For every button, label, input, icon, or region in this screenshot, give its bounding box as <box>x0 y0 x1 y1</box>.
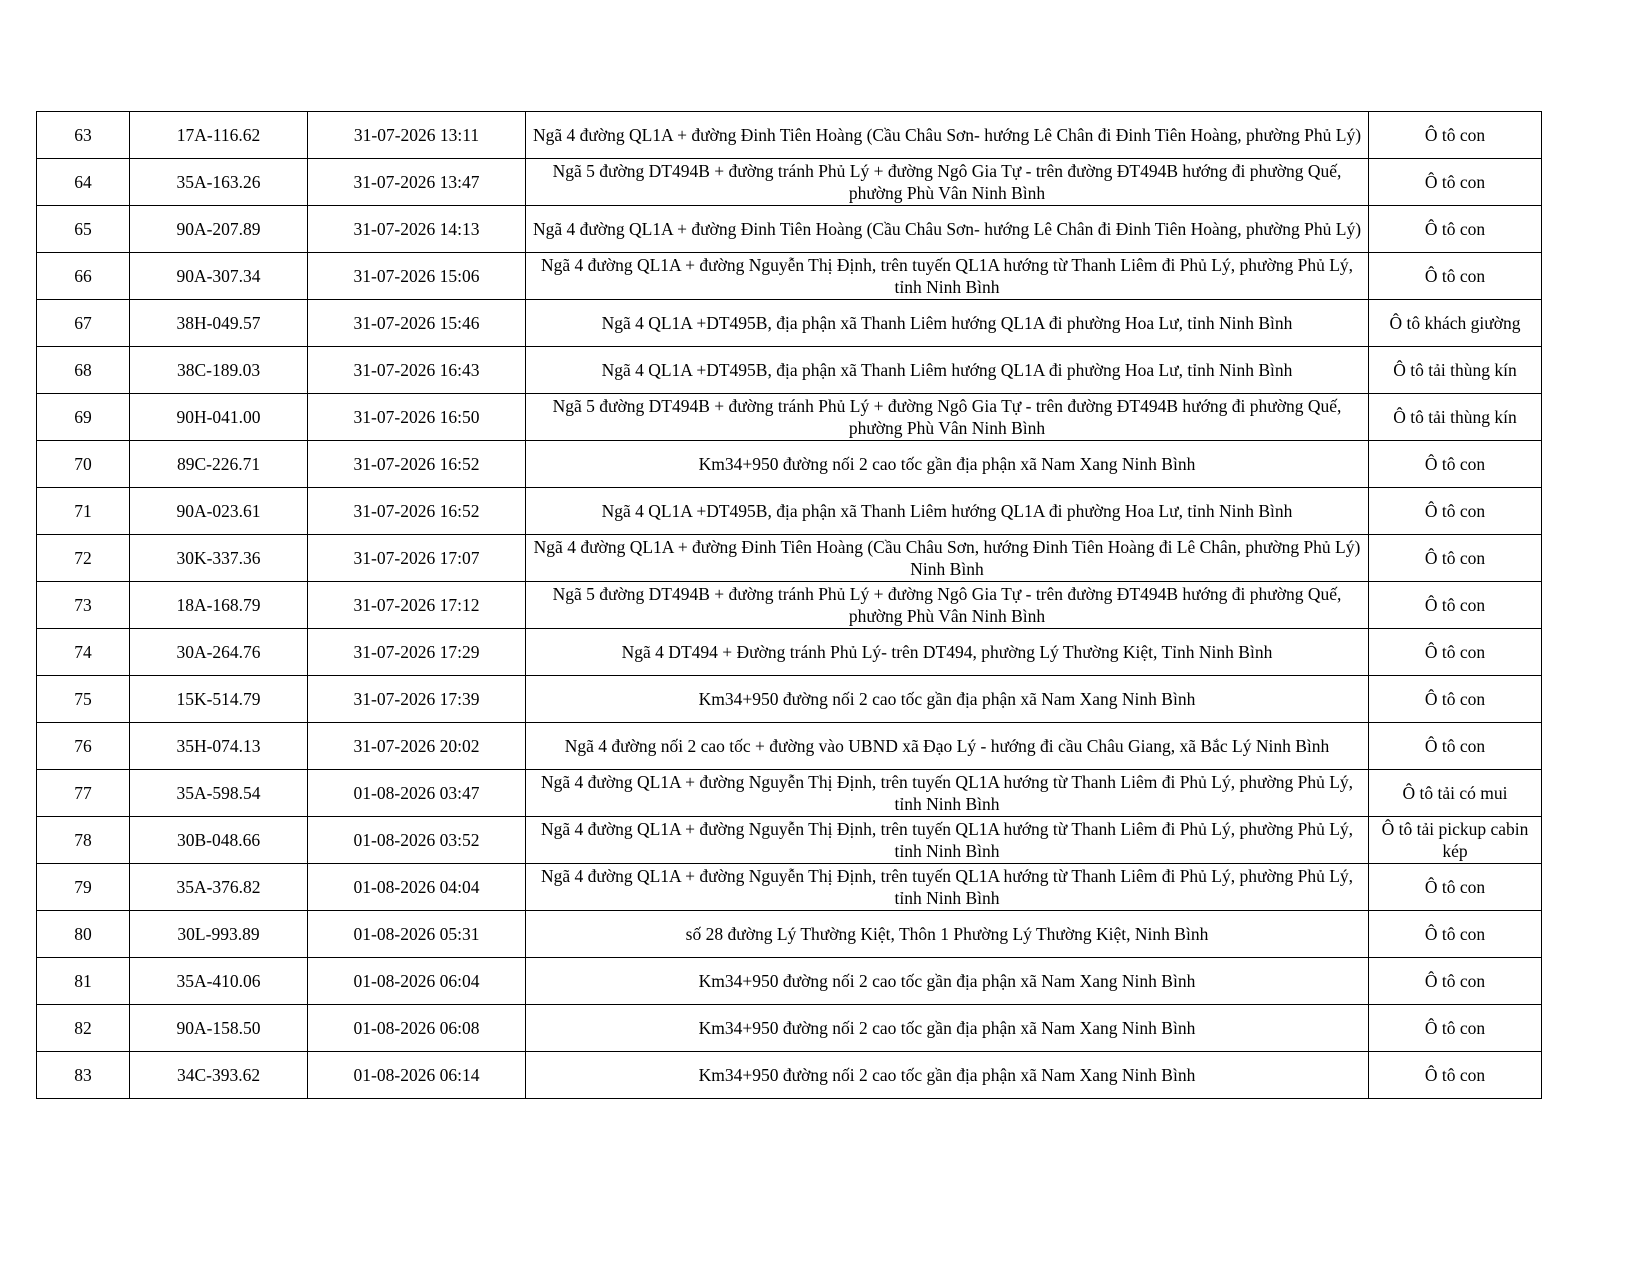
violation-time-cell: 31-07-2026 15:06 <box>308 253 526 300</box>
violation-time-cell: 31-07-2026 15:46 <box>308 300 526 347</box>
row-number-cell: 65 <box>37 206 130 253</box>
license-plate-cell: 90H-041.00 <box>130 394 308 441</box>
table-row <box>37 159 1542 206</box>
license-plate-cell: 30L-993.89 <box>130 911 308 958</box>
license-plate-cell: 17A-116.62 <box>130 112 308 159</box>
violation-time-cell: 31-07-2026 16:43 <box>308 347 526 394</box>
vehicle-type-cell: Ô tô con <box>1369 864 1542 911</box>
vehicle-type-cell: Ô tô tải thùng kín <box>1369 394 1542 441</box>
license-plate-cell: 90A-158.50 <box>130 1005 308 1052</box>
violation-time-cell: 01-08-2026 06:04 <box>308 958 526 1005</box>
vehicle-type-cell: Ô tô con <box>1369 676 1542 723</box>
table-row <box>37 1052 1542 1099</box>
vehicle-type-cell: Ô tô con <box>1369 958 1542 1005</box>
violation-location-cell: Ngã 4 đường QL1A + đường Nguyễn Thị Định, trên tuyến QL1A hướng từ Thanh Liêm đi Phủ Lý, phường Phủ Lý, tỉnh Ninh Bình <box>526 770 1369 817</box>
vehicle-type-cell: Ô tô tải có mui <box>1369 770 1542 817</box>
violation-time-cell: 01-08-2026 04:04 <box>308 864 526 911</box>
vehicle-type-cell: Ô tô con <box>1369 441 1542 488</box>
table-row <box>37 723 1542 770</box>
table-row <box>37 582 1542 629</box>
row-number-cell: 67 <box>37 300 130 347</box>
row-number-cell: 71 <box>37 488 130 535</box>
vehicle-type-cell: Ô tô con <box>1369 535 1542 582</box>
row-number-cell: 76 <box>37 723 130 770</box>
violation-location-cell: Ngã 5 đường DT494B + đường tránh Phủ Lý + đường Ngô Gia Tự - trên đường ĐT494B hướng đi phường Quế, phường Phù Vân Ninh Bình <box>526 159 1369 206</box>
violation-location-cell: Ngã 4 QL1A +DT495B, địa phận xã Thanh Liêm hướng QL1A đi phường Hoa Lư, tỉnh Ninh Bình <box>526 300 1369 347</box>
violation-location-cell: Ngã 4 đường QL1A + đường Đinh Tiên Hoàng (Cầu Châu Sơn- hướng Lê Chân đi Đinh Tiên Hoàng, phường Phủ Lý) <box>526 112 1369 159</box>
violation-time-cell: 31-07-2026 17:07 <box>308 535 526 582</box>
violation-time-cell: 01-08-2026 05:31 <box>308 911 526 958</box>
row-number-cell: 79 <box>37 864 130 911</box>
table-row <box>37 300 1542 347</box>
row-number-cell: 75 <box>37 676 130 723</box>
row-number-cell: 83 <box>37 1052 130 1099</box>
license-plate-cell: 89C-226.71 <box>130 441 308 488</box>
license-plate-cell: 35A-598.54 <box>130 770 308 817</box>
table-row <box>37 817 1542 864</box>
license-plate-cell: 35A-376.82 <box>130 864 308 911</box>
row-number-cell: 72 <box>37 535 130 582</box>
row-number-cell: 64 <box>37 159 130 206</box>
license-plate-cell: 30B-048.66 <box>130 817 308 864</box>
violation-time-cell: 01-08-2026 06:08 <box>308 1005 526 1052</box>
violation-location-cell: Km34+950 đường nối 2 cao tốc gần địa phận xã Nam Xang Ninh Bình <box>526 958 1369 1005</box>
vehicle-type-cell: Ô tô con <box>1369 206 1542 253</box>
violation-time-cell: 01-08-2026 03:47 <box>308 770 526 817</box>
vehicle-type-cell: Ô tô con <box>1369 911 1542 958</box>
table-row <box>37 206 1542 253</box>
row-number-cell: 78 <box>37 817 130 864</box>
table-row <box>37 1005 1542 1052</box>
table-row <box>37 488 1542 535</box>
table-row <box>37 112 1542 159</box>
table-row <box>37 864 1542 911</box>
violation-location-cell: Km34+950 đường nối 2 cao tốc gần địa phận xã Nam Xang Ninh Bình <box>526 1005 1369 1052</box>
vehicle-type-cell: Ô tô khách giường <box>1369 300 1542 347</box>
violation-time-cell: 31-07-2026 16:52 <box>308 488 526 535</box>
table-row <box>37 347 1542 394</box>
vehicle-type-cell: Ô tô con <box>1369 723 1542 770</box>
table-row <box>37 911 1542 958</box>
license-plate-cell: 30K-337.36 <box>130 535 308 582</box>
violation-location-cell: Ngã 4 QL1A +DT495B, địa phận xã Thanh Liêm hướng QL1A đi phường Hoa Lư, tỉnh Ninh Bình <box>526 347 1369 394</box>
violation-location-cell: Ngã 4 đường QL1A + đường Nguyễn Thị Định, trên tuyến QL1A hướng từ Thanh Liêm đi Phủ Lý, phường Phủ Lý, tỉnh Ninh Bình <box>526 253 1369 300</box>
violation-location-cell: Ngã 5 đường DT494B + đường tránh Phủ Lý + đường Ngô Gia Tự - trên đường ĐT494B hướng đi phường Quế, phường Phù Vân Ninh Bình <box>526 582 1369 629</box>
license-plate-cell: 90A-307.34 <box>130 253 308 300</box>
table-body <box>37 112 1542 1099</box>
vehicle-type-cell: Ô tô con <box>1369 112 1542 159</box>
violation-time-cell: 01-08-2026 06:14 <box>308 1052 526 1099</box>
violation-location-cell: Ngã 4 DT494 + Đường tránh Phủ Lý- trên DT494, phường Lý Thường Kiệt, Tỉnh Ninh Bình <box>526 629 1369 676</box>
violation-location-cell: Ngã 4 đường nối 2 cao tốc + đường vào UBND xã Đạo Lý - hướng đi cầu Châu Giang, xã Bắc Lý Ninh Bình <box>526 723 1369 770</box>
license-plate-cell: 18A-168.79 <box>130 582 308 629</box>
vehicle-type-cell: Ô tô tải pickup cabin kép <box>1369 817 1542 864</box>
violation-location-cell: số 28 đường Lý Thường Kiệt, Thôn 1 Phường Lý Thường Kiệt, Ninh Bình <box>526 911 1369 958</box>
license-plate-cell: 90A-207.89 <box>130 206 308 253</box>
violation-time-cell: 31-07-2026 17:29 <box>308 629 526 676</box>
violation-location-cell: Ngã 4 đường QL1A + đường Đinh Tiên Hoàng (Cầu Châu Sơn, hướng Đinh Tiên Hoàng đi Lê Chân, phường Phủ Lý) Ninh Bình <box>526 535 1369 582</box>
violation-time-cell: 31-07-2026 13:11 <box>308 112 526 159</box>
violations-table <box>36 111 1542 1099</box>
violation-location-cell: Km34+950 đường nối 2 cao tốc gần địa phận xã Nam Xang Ninh Bình <box>526 1052 1369 1099</box>
row-number-cell: 80 <box>37 911 130 958</box>
vehicle-type-cell: Ô tô con <box>1369 159 1542 206</box>
table-row <box>37 770 1542 817</box>
license-plate-cell: 38H-049.57 <box>130 300 308 347</box>
violation-time-cell: 31-07-2026 17:39 <box>308 676 526 723</box>
row-number-cell: 68 <box>37 347 130 394</box>
license-plate-cell: 30A-264.76 <box>130 629 308 676</box>
vehicle-type-cell: Ô tô con <box>1369 488 1542 535</box>
violation-location-cell: Ngã 4 QL1A +DT495B, địa phận xã Thanh Liêm hướng QL1A đi phường Hoa Lư, tỉnh Ninh Bình <box>526 488 1369 535</box>
violation-time-cell: 31-07-2026 17:12 <box>308 582 526 629</box>
violation-time-cell: 31-07-2026 16:52 <box>308 441 526 488</box>
license-plate-cell: 90A-023.61 <box>130 488 308 535</box>
license-plate-cell: 34C-393.62 <box>130 1052 308 1099</box>
license-plate-cell: 35H-074.13 <box>130 723 308 770</box>
vehicle-type-cell: Ô tô con <box>1369 253 1542 300</box>
row-number-cell: 66 <box>37 253 130 300</box>
license-plate-cell: 35A-410.06 <box>130 958 308 1005</box>
row-number-cell: 74 <box>37 629 130 676</box>
violation-location-cell: Ngã 4 đường QL1A + đường Nguyễn Thị Định, trên tuyến QL1A hướng từ Thanh Liêm đi Phủ Lý, phường Phủ Lý, tỉnh Ninh Bình <box>526 864 1369 911</box>
license-plate-cell: 38C-189.03 <box>130 347 308 394</box>
row-number-cell: 73 <box>37 582 130 629</box>
row-number-cell: 70 <box>37 441 130 488</box>
vehicle-type-cell: Ô tô tải thùng kín <box>1369 347 1542 394</box>
row-number-cell: 82 <box>37 1005 130 1052</box>
license-plate-cell: 15K-514.79 <box>130 676 308 723</box>
row-number-cell: 63 <box>37 112 130 159</box>
row-number-cell: 77 <box>37 770 130 817</box>
table-row <box>37 676 1542 723</box>
vehicle-type-cell: Ô tô con <box>1369 582 1542 629</box>
violation-location-cell: Ngã 4 đường QL1A + đường Nguyễn Thị Định, trên tuyến QL1A hướng từ Thanh Liêm đi Phủ Lý, phường Phủ Lý, tỉnh Ninh Bình <box>526 817 1369 864</box>
row-number-cell: 69 <box>37 394 130 441</box>
violation-location-cell: Km34+950 đường nối 2 cao tốc gần địa phận xã Nam Xang Ninh Bình <box>526 441 1369 488</box>
vehicle-type-cell: Ô tô con <box>1369 1052 1542 1099</box>
table-row <box>37 441 1542 488</box>
violation-location-cell: Km34+950 đường nối 2 cao tốc gần địa phận xã Nam Xang Ninh Bình <box>526 676 1369 723</box>
vehicle-type-cell: Ô tô con <box>1369 1005 1542 1052</box>
row-number-cell: 81 <box>37 958 130 1005</box>
violation-location-cell: Ngã 4 đường QL1A + đường Đinh Tiên Hoàng (Cầu Châu Sơn- hướng Lê Chân đi Đinh Tiên Hoàng, phường Phủ Lý) <box>526 206 1369 253</box>
license-plate-cell: 35A-163.26 <box>130 159 308 206</box>
table-row <box>37 253 1542 300</box>
violation-location-cell: Ngã 5 đường DT494B + đường tránh Phủ Lý + đường Ngô Gia Tự - trên đường ĐT494B hướng đi phường Quế, phường Phù Vân Ninh Bình <box>526 394 1369 441</box>
violation-time-cell: 31-07-2026 20:02 <box>308 723 526 770</box>
table-row <box>37 535 1542 582</box>
table-row <box>37 629 1542 676</box>
violation-time-cell: 31-07-2026 16:50 <box>308 394 526 441</box>
violation-time-cell: 01-08-2026 03:52 <box>308 817 526 864</box>
table-row <box>37 394 1542 441</box>
table-row <box>37 958 1542 1005</box>
violation-time-cell: 31-07-2026 14:13 <box>308 206 526 253</box>
vehicle-type-cell: Ô tô con <box>1369 629 1542 676</box>
violation-time-cell: 31-07-2026 13:47 <box>308 159 526 206</box>
